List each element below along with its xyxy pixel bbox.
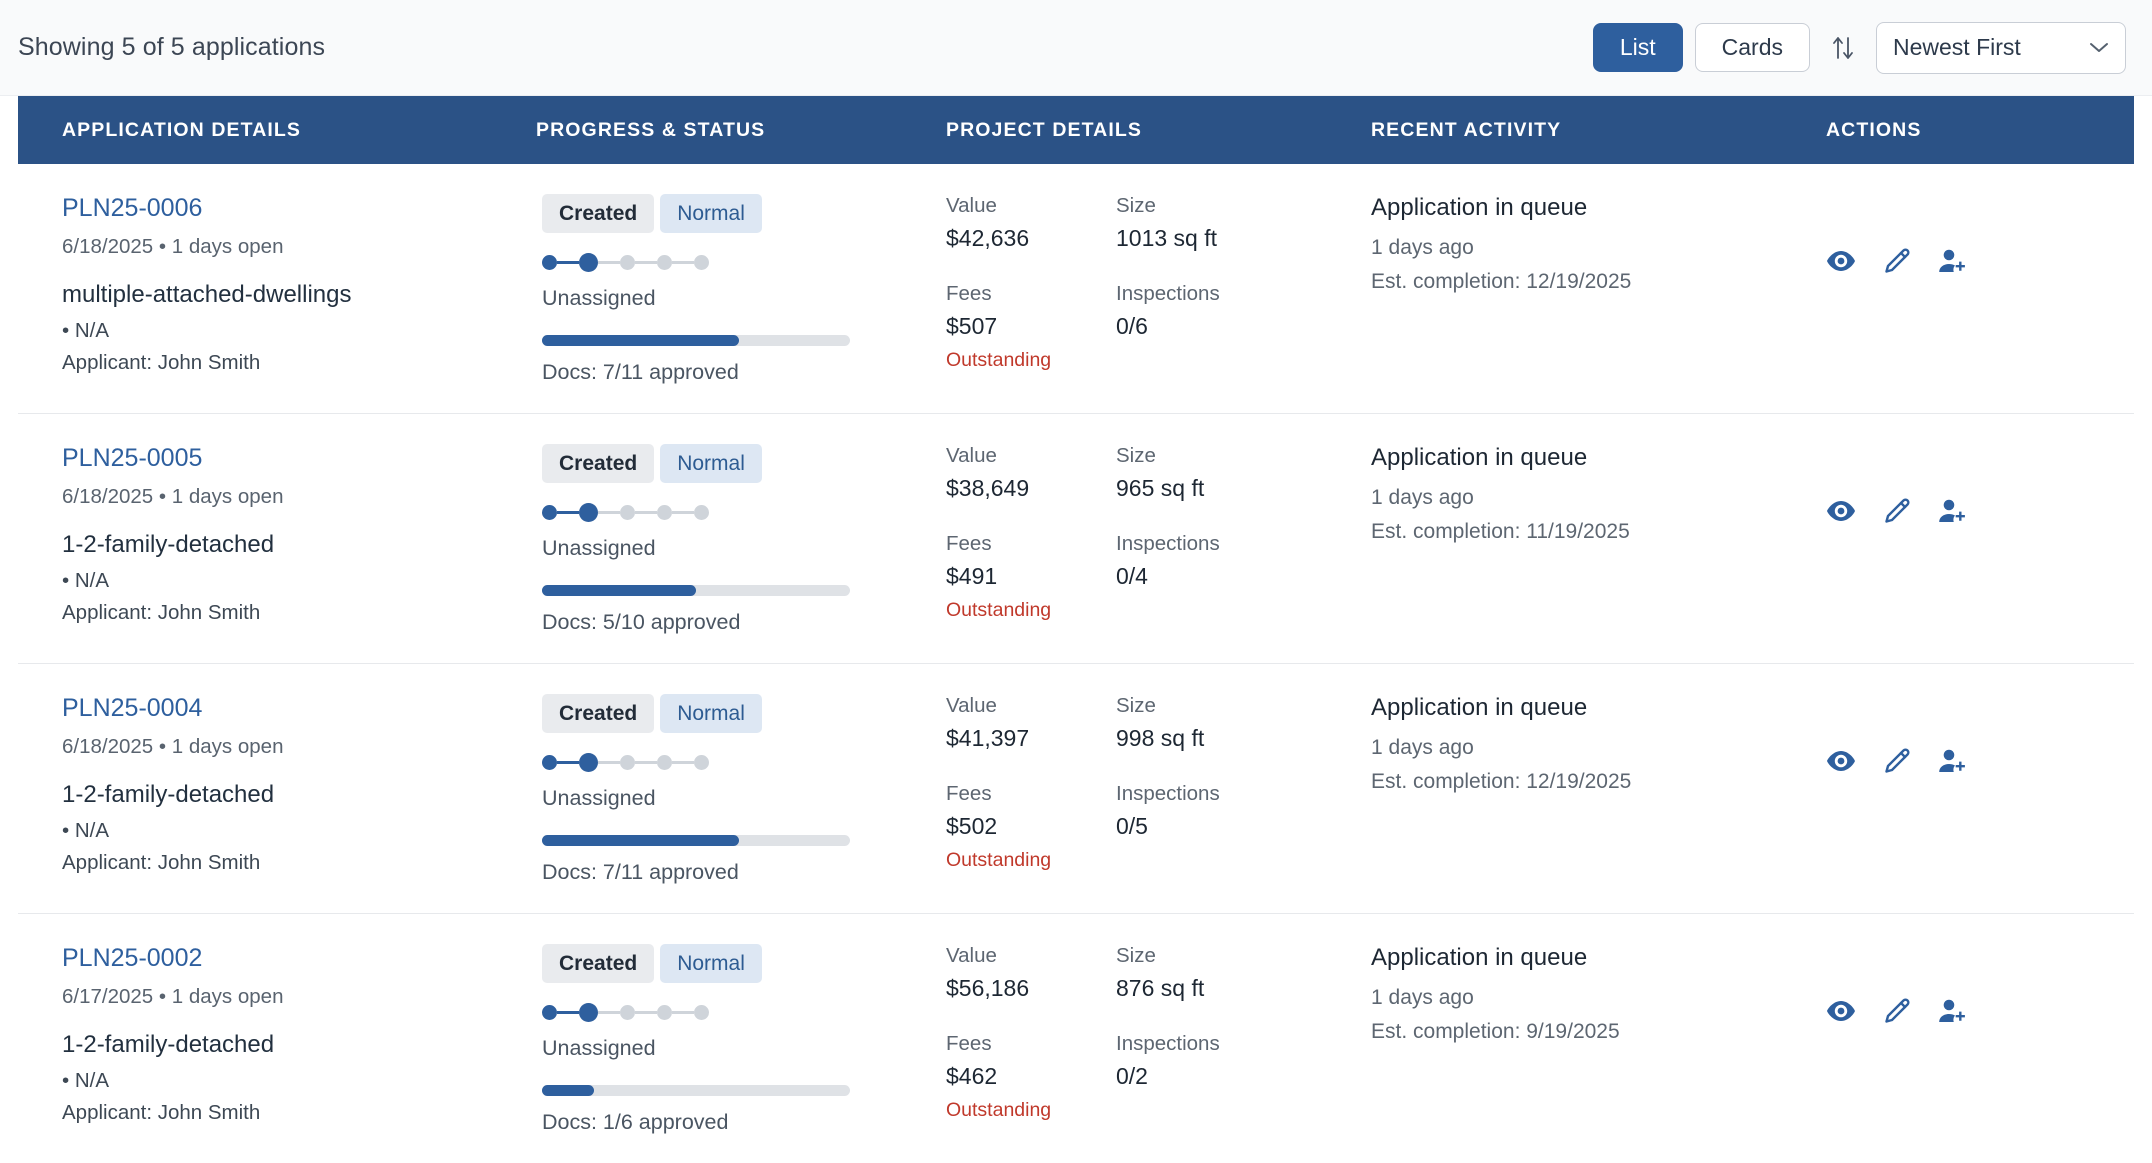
cell-recent-activity (1371, 694, 1826, 885)
progress-step-dot (579, 253, 598, 272)
progress-step-line (598, 761, 620, 764)
activity-title: Application in queue (1371, 194, 1588, 221)
user-add-icon[interactable] (1938, 496, 1968, 526)
project-details-grid (946, 694, 1371, 872)
activity-title: Application in queue (1371, 944, 1588, 971)
project-value-group (946, 194, 1116, 252)
progress-step-dot (579, 1003, 598, 1022)
size-label: Size (1116, 444, 1156, 467)
cell-actions (1826, 194, 2134, 385)
eye-icon[interactable] (1826, 496, 1856, 526)
progress-step-line (598, 1011, 620, 1014)
status-badges (542, 944, 946, 983)
fees-label: Fees (946, 532, 992, 555)
documents-progress-label: Docs: 7/11 approved (542, 860, 739, 884)
application-type: multiple-attached-dwellings (62, 281, 352, 308)
project-size-group (1116, 694, 1371, 752)
view-cards-button[interactable]: Cards (1695, 23, 1810, 72)
project-fees-group (946, 532, 1116, 622)
project-size-group (1116, 444, 1371, 502)
documents-progress-label: Docs: 1/6 approved (542, 1110, 729, 1134)
user-add-icon[interactable] (1938, 996, 1968, 1026)
progress-step-dot (694, 1005, 709, 1020)
application-date: 6/17/2025 • 1 days open (62, 985, 284, 1008)
progress-step-line (557, 761, 579, 764)
assignee-label: Unassigned (542, 286, 656, 310)
table-row[interactable] (18, 914, 2134, 1163)
results-count: Showing 5 of 5 applications (18, 33, 326, 61)
eye-icon[interactable] (1826, 996, 1856, 1026)
status-badge: Created (542, 944, 654, 983)
fees-amount: $491 (946, 563, 998, 589)
view-toggle-group (1593, 23, 1810, 72)
documents-progress-bar (542, 335, 850, 346)
documents-progress-fill (542, 585, 696, 596)
value-amount: $42,636 (946, 225, 1030, 251)
application-subtype: • N/A (62, 1069, 110, 1092)
project-details-grid (946, 444, 1371, 622)
progress-step-dot (542, 255, 557, 270)
project-value-group (946, 944, 1116, 1002)
status-badge: Created (542, 194, 654, 233)
progress-step-line (672, 511, 694, 514)
fees-label: Fees (946, 782, 992, 805)
project-details-grid (946, 944, 1371, 1122)
inspections-label: Inspections (1116, 1032, 1220, 1055)
cell-recent-activity (1371, 444, 1826, 635)
cell-recent-activity (1371, 944, 1826, 1135)
sort-order-select[interactable] (1876, 22, 2126, 74)
table-row[interactable] (18, 414, 2134, 664)
column-header-progress-status: PROGRESS & STATUS (536, 118, 766, 141)
progress-step-dot (620, 505, 635, 520)
size-amount: 965 sq ft (1116, 475, 1205, 501)
inspections-label: Inspections (1116, 282, 1220, 305)
fees-status-badge: Outstanding (946, 599, 1052, 621)
progress-step-line (557, 1011, 579, 1014)
inspections-count: 0/5 (1116, 813, 1148, 839)
application-subtype: • N/A (62, 819, 110, 842)
progress-step-line (598, 511, 620, 514)
documents-progress-bar (542, 585, 850, 596)
application-id-link[interactable]: PLN25-0005 (62, 444, 203, 472)
progress-step-dot (620, 755, 635, 770)
progress-step-line (635, 1011, 657, 1014)
fees-amount: $507 (946, 313, 998, 339)
cell-application-details (18, 444, 536, 635)
cell-application-details (18, 694, 536, 885)
activity-title: Application in queue (1371, 694, 1588, 721)
assignee-label: Unassigned (542, 1036, 656, 1060)
progress-step-dot (620, 1005, 635, 1020)
value-label: Value (946, 694, 997, 717)
application-applicant: Applicant: John Smith (62, 351, 261, 374)
application-date: 6/18/2025 • 1 days open (62, 235, 284, 258)
value-amount: $38,649 (946, 475, 1030, 501)
progress-step-dot (694, 255, 709, 270)
size-amount: 998 sq ft (1116, 725, 1205, 751)
assignee-label: Unassigned (542, 536, 656, 560)
fees-status-badge: Outstanding (946, 349, 1052, 371)
activity-estimated-completion: Est. completion: 9/19/2025 (1371, 1020, 1620, 1043)
priority-badge: Normal (660, 944, 762, 983)
activity-estimated-completion: Est. completion: 11/19/2025 (1371, 520, 1630, 543)
sort-arrows-icon[interactable] (1824, 26, 1862, 70)
cell-recent-activity (1371, 194, 1826, 385)
cell-project-details (946, 194, 1371, 385)
pencil-icon[interactable] (1882, 496, 1912, 526)
activity-time: 1 days ago (1371, 986, 1474, 1009)
pencil-icon[interactable] (1882, 246, 1912, 276)
progress-steps (542, 753, 946, 772)
status-badge: Created (542, 444, 654, 483)
documents-progress-label: Docs: 7/11 approved (542, 360, 739, 384)
progress-step-dot (657, 755, 672, 770)
application-id-link[interactable]: PLN25-0004 (62, 694, 203, 722)
pencil-icon[interactable] (1882, 746, 1912, 776)
activity-time: 1 days ago (1371, 486, 1474, 509)
status-badges (542, 694, 946, 733)
fees-label: Fees (946, 282, 992, 305)
value-amount: $56,186 (946, 975, 1030, 1001)
status-badges (542, 444, 946, 483)
application-subtype: • N/A (62, 319, 110, 342)
progress-steps (542, 1003, 946, 1022)
eye-icon[interactable] (1826, 746, 1856, 776)
application-applicant: Applicant: John Smith (62, 851, 261, 874)
documents-progress-fill (542, 335, 739, 346)
value-label: Value (946, 944, 997, 967)
row-actions (1826, 944, 2134, 1026)
cell-application-details (18, 194, 536, 385)
value-label: Value (946, 194, 997, 217)
cell-progress-status (536, 944, 946, 1135)
documents-progress-fill (542, 1085, 594, 1096)
status-badges (542, 194, 946, 233)
activity-title: Application in queue (1371, 444, 1588, 471)
application-date: 6/18/2025 • 1 days open (62, 485, 284, 508)
column-header-project-details: PROJECT DETAILS (946, 118, 1142, 141)
column-header-recent-activity: RECENT ACTIVITY (1371, 118, 1562, 141)
cell-project-details (946, 944, 1371, 1135)
progress-step-line (635, 761, 657, 764)
cell-progress-status (536, 694, 946, 885)
fees-label: Fees (946, 1032, 992, 1055)
project-inspections-group (1116, 282, 1371, 372)
chevron-down-icon (2089, 37, 2109, 58)
user-add-icon[interactable] (1938, 746, 1968, 776)
application-type: 1-2-family-detached (62, 781, 275, 808)
pencil-icon[interactable] (1882, 996, 1912, 1026)
size-label: Size (1116, 694, 1156, 717)
cell-actions (1826, 694, 2134, 885)
progress-step-line (557, 261, 579, 264)
table-row[interactable] (18, 664, 2134, 914)
cell-application-details (18, 944, 536, 1135)
progress-step-dot (542, 1005, 557, 1020)
row-actions (1826, 444, 2134, 526)
fees-amount: $462 (946, 1063, 998, 1089)
table-row[interactable] (18, 164, 2134, 414)
fees-amount: $502 (946, 813, 998, 839)
project-size-group (1116, 194, 1371, 252)
project-inspections-group (1116, 782, 1371, 872)
inspections-count: 0/4 (1116, 563, 1148, 589)
project-inspections-group (1116, 1032, 1371, 1122)
progress-step-line (672, 1011, 694, 1014)
status-badge: Created (542, 694, 654, 733)
priority-badge: Normal (660, 194, 762, 233)
project-fees-group (946, 782, 1116, 872)
fees-status-badge: Outstanding (946, 849, 1052, 871)
application-type: 1-2-family-detached (62, 531, 275, 558)
eye-icon[interactable] (1826, 246, 1856, 276)
application-id-link[interactable]: PLN25-0002 (62, 944, 203, 972)
cell-actions (1826, 444, 2134, 635)
value-label: Value (946, 444, 997, 467)
progress-steps (542, 253, 946, 272)
progress-step-dot (657, 255, 672, 270)
documents-progress-bar (542, 835, 850, 846)
progress-step-line (672, 261, 694, 264)
inspections-label: Inspections (1116, 782, 1220, 805)
assignee-label: Unassigned (542, 786, 656, 810)
cell-project-details (946, 694, 1371, 885)
progress-step-line (672, 761, 694, 764)
project-fees-group (946, 1032, 1116, 1122)
progress-step-line (635, 261, 657, 264)
column-header-application-details: APPLICATION DETAILS (62, 118, 302, 141)
progress-steps (542, 503, 946, 522)
fees-status-badge: Outstanding (946, 1099, 1052, 1121)
application-subtype: • N/A (62, 569, 110, 592)
documents-progress-label: Docs: 5/10 approved (542, 610, 741, 634)
cell-progress-status (536, 444, 946, 635)
progress-step-dot (657, 1005, 672, 1020)
table-header (18, 96, 2134, 164)
progress-step-dot (620, 255, 635, 270)
application-applicant: Applicant: John Smith (62, 601, 261, 624)
application-type: 1-2-family-detached (62, 1031, 275, 1058)
sort-order-value: Newest First (1893, 34, 2021, 60)
view-list-button[interactable]: List (1593, 23, 1683, 72)
cell-project-details (946, 444, 1371, 635)
size-amount: 1013 sq ft (1116, 225, 1218, 251)
size-label: Size (1116, 944, 1156, 967)
row-actions (1826, 694, 2134, 776)
progress-step-dot (542, 505, 557, 520)
applications-table-body (18, 164, 2134, 1163)
priority-badge: Normal (660, 444, 762, 483)
documents-progress-bar (542, 1085, 850, 1096)
activity-time: 1 days ago (1371, 236, 1474, 259)
project-fees-group (946, 282, 1116, 372)
progress-step-dot (694, 755, 709, 770)
activity-time: 1 days ago (1371, 736, 1474, 759)
value-amount: $41,397 (946, 725, 1030, 751)
size-amount: 876 sq ft (1116, 975, 1205, 1001)
project-value-group (946, 444, 1116, 502)
progress-step-line (598, 261, 620, 264)
progress-step-dot (542, 755, 557, 770)
cell-actions (1826, 944, 2134, 1135)
documents-progress-fill (542, 835, 739, 846)
toolbar-controls (1593, 22, 2126, 74)
application-date: 6/18/2025 • 1 days open (62, 735, 284, 758)
application-id-link[interactable]: PLN25-0006 (62, 194, 203, 222)
inspections-count: 0/2 (1116, 1063, 1148, 1089)
activity-estimated-completion: Est. completion: 12/19/2025 (1371, 270, 1632, 293)
inspections-label: Inspections (1116, 532, 1220, 555)
toolbar (0, 0, 2152, 96)
cell-progress-status (536, 194, 946, 385)
project-value-group (946, 694, 1116, 752)
user-add-icon[interactable] (1938, 246, 1968, 276)
application-applicant: Applicant: John Smith (62, 1101, 261, 1124)
progress-step-dot (694, 505, 709, 520)
inspections-count: 0/6 (1116, 313, 1148, 339)
progress-step-dot (579, 753, 598, 772)
progress-step-dot (579, 503, 598, 522)
priority-badge: Normal (660, 694, 762, 733)
progress-step-dot (657, 505, 672, 520)
activity-estimated-completion: Est. completion: 12/19/2025 (1371, 770, 1632, 793)
progress-step-line (635, 511, 657, 514)
project-details-grid (946, 194, 1371, 372)
project-size-group (1116, 944, 1371, 1002)
size-label: Size (1116, 194, 1156, 217)
column-header-actions: ACTIONS (1826, 118, 1922, 141)
project-inspections-group (1116, 532, 1371, 622)
progress-step-line (557, 511, 579, 514)
row-actions (1826, 194, 2134, 276)
